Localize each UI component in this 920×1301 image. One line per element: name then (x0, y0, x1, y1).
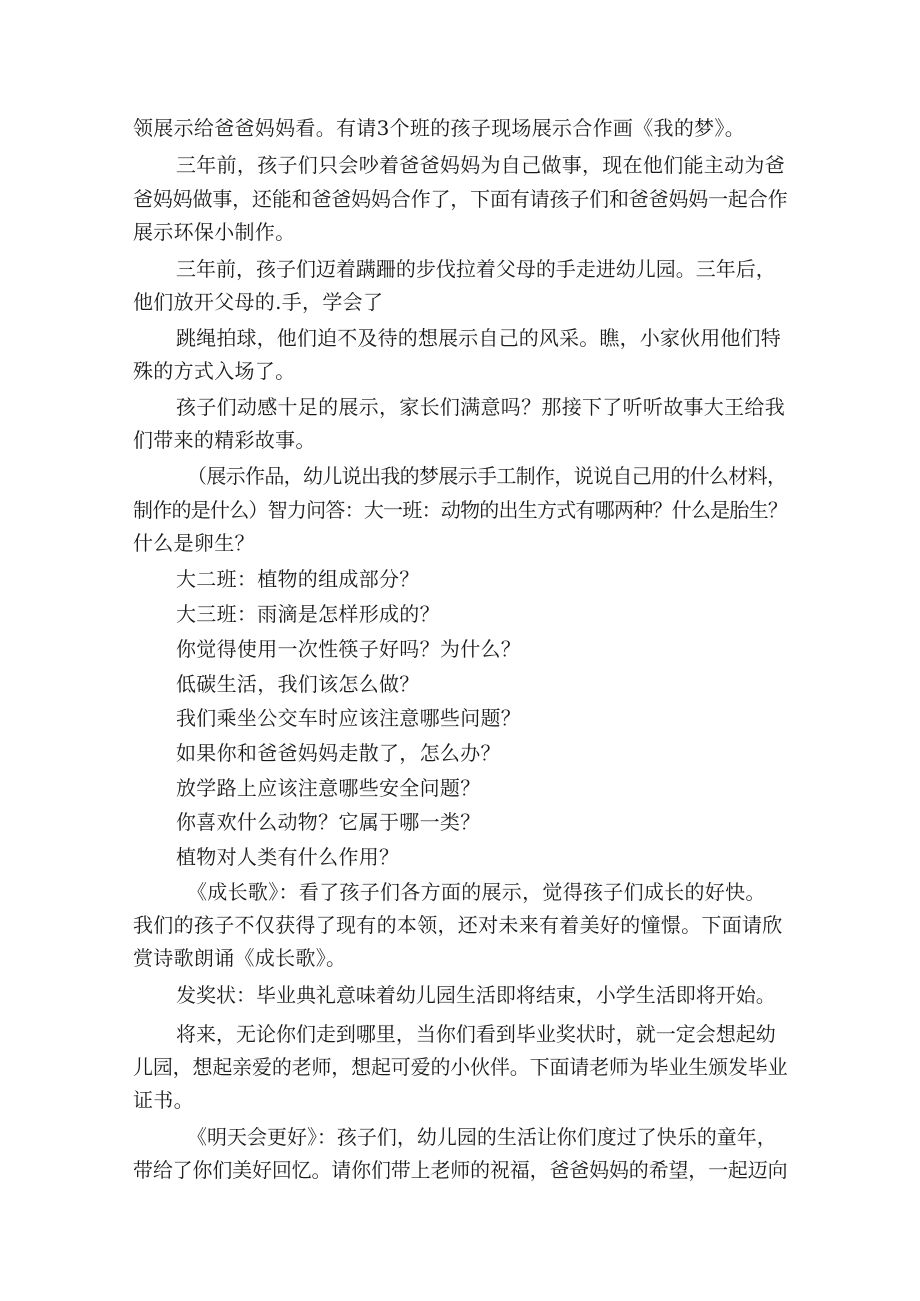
text-line: 领展示给爸爸妈妈看。有请3个班的孩子现场展示合作画《我的梦》。 (133, 116, 746, 140)
text-line: 《明天会更好》：孩子们，幼儿园的生活让你们度过了快乐的童年， (187, 1125, 777, 1149)
text-line: 如果你和爸爸妈妈走散了，怎么办？ (176, 741, 501, 765)
text-line: 展示环保小制作。 (133, 220, 296, 244)
text-line: 赏诗歌朗诵《成长歌》。 (133, 946, 347, 970)
text-line: 什么是卵生？ (133, 531, 255, 555)
text-line: 将来，无论你们走到哪里，当你们看到毕业奖状时，就一定会想起幼 (176, 1022, 776, 1046)
text-line: 孩子们动感十足的展示，家长们满意吗？那接下了听听故事大王给我 (176, 395, 785, 419)
text-line: 我们的孩子不仅获得了现有的本领，还对未来有着美好的憧憬。下面请欣 (133, 913, 783, 937)
text-line: 们带来的精彩故事。 (133, 428, 316, 452)
text-line: 制作的是什么）智力问答：大一班：动物的出生方式有哪两种？什么是胎生？ (133, 498, 788, 522)
text-line: 殊的方式入场了。 (133, 359, 296, 383)
text-line: 儿园，想起亲爱的老师，想起可爱的小伙伴。下面请老师为毕业生颁发毕业 (133, 1055, 788, 1079)
text-line: 证书。 (133, 1088, 194, 1112)
text-line: 低碳生活，我们该怎么做？ (176, 672, 420, 696)
text-line: 放学路上应该注意哪些安全问题？ (176, 776, 481, 800)
text-line: 大二班：植物的组成部分？ (176, 567, 420, 591)
text-line: 植物对人类有什么作用？ (176, 845, 400, 869)
text-line: 你觉得使用一次性筷子好吗？为什么？ (176, 637, 522, 661)
text-line: 三年前，孩子们迈着蹒跚的步伐拉着父母的手走进幼儿园。三年后， (176, 257, 776, 281)
text-line: 发奖状：毕业典礼意味着幼儿园生活即将结束，小学生活即将开始。 (176, 983, 776, 1007)
text-line: 《成长歌》：看了孩子们各方面的展示，觉得孩子们成长的好快。 (187, 880, 766, 904)
text-line: （展示作品，幼儿说出我的梦展示手工制作，说说自己用的什么材料， (187, 464, 787, 488)
text-line: 跳绳拍球，他们迫不及待的想展示自己的风采。瞧，小家伙用他们特 (176, 326, 781, 350)
text-line: 三年前，孩子们只会吵着爸爸妈妈为自己做事，现在他们能主动为爸 (176, 153, 785, 177)
text-line: 我们乘坐公交车时应该注意哪些问题？ (176, 706, 522, 730)
text-line: 带给了你们美好回忆。请你们带上老师的祝福，爸爸妈妈的希望，一起迈向 (133, 1158, 788, 1182)
text-line: 大三班：雨滴是怎样形成的？ (176, 602, 440, 626)
text-line: 爸妈妈做事，还能和爸爸妈妈合作了，下面有请孩子们和爸爸妈妈一起合作 (133, 187, 788, 211)
text-line: 他们放开父母的.手，学会了 (133, 290, 384, 314)
text-line: 你喜欢什么动物？它属于哪一类？ (176, 810, 481, 834)
